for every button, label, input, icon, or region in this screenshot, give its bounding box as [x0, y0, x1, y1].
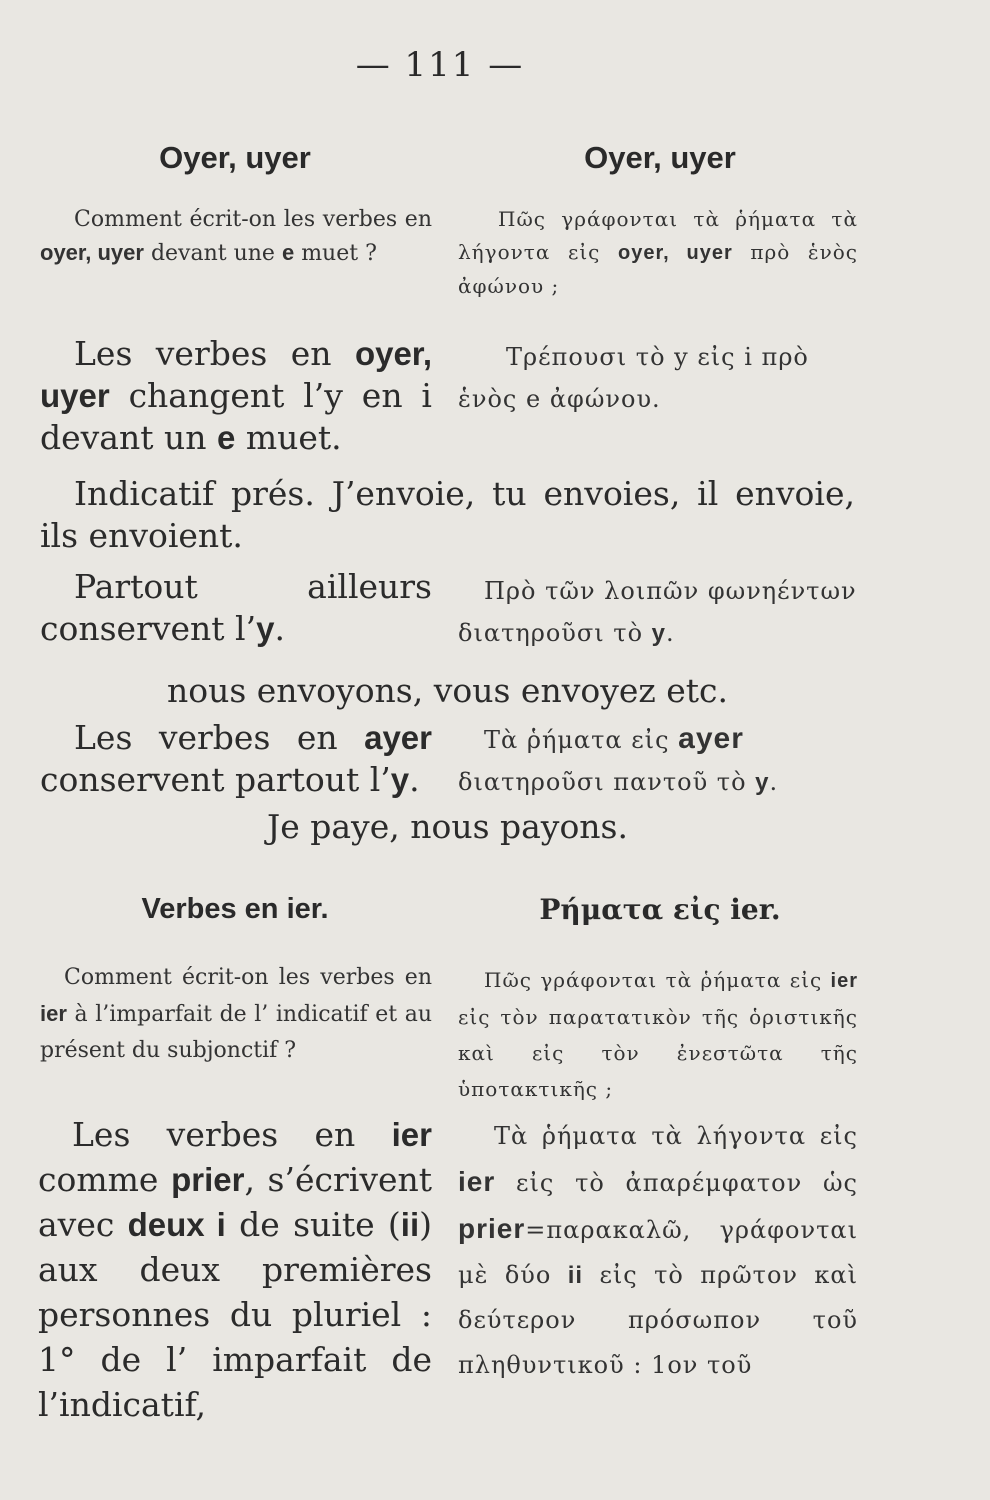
heading-verbes-ier-gr: Ρήματα εἰς ier. — [539, 893, 781, 926]
question-ier-fr: Comment écrit-on les verbes en ier à l’imparfait de l’ indicatif et au présent du subjonctif ? — [40, 965, 432, 1063]
partout-ailleurs-fr: Partout ailleurs conservent l’y. — [40, 567, 432, 648]
question-ier-gr: Πῶς γράφονται τὰ ῥήματα εἰς ier εἰς τὸν παρατατικὸν τῆς ὁριστικῆς καὶ εἰς τὸν ἐνεστῶτα τῆς ὑποτακτικῆς ; — [458, 968, 858, 1101]
question-oyer-gr: Πῶς γράφονται τὰ ῥήματα τὰ λήγοντα εἰς oyer, uyer πρὸ ἑνὸς ἀφώνου ; — [458, 207, 859, 298]
question-oyer-fr: Comment écrit-on les verbes en oyer, uyer devant une e muet ? — [40, 207, 432, 266]
ayer-rule-fr: Les verbes en ayer conservent partout l’y. — [40, 718, 432, 799]
je-paye-example: Je paye, nous payons. — [267, 807, 628, 846]
answer-ier-fr: Les verbes en ier comme prier, s’écrivent avec deux i de suite (ii) aux deux premières personnes du pluriel : 1° de l’ imparfait de l’indicatif, — [38, 1115, 433, 1424]
answer-oyer-fr: Les verbes en oyer, uyer changent l’y en i devant un e muet. — [40, 334, 432, 457]
ayer-rule-gr: Τὰ ῥήματα εἰς ayer διατηροῦσι παντοῦ τὸ y. — [458, 722, 779, 796]
nous-envoyons-example: nous envoyons, vous envoyez etc. — [166, 671, 729, 710]
heading-oyer-uyer-gr: Oyer, uyer — [584, 140, 736, 175]
answer-oyer-gr: Τρέπουσι τὸ y εἰς i πρὸ ἑνὸς e ἀφώνου. — [458, 343, 809, 413]
heading-oyer-uyer-fr: Oyer, uyer — [159, 140, 311, 175]
page-number: — 111 — — [355, 45, 525, 85]
heading-verbes-ier-fr: Verbes en ier. — [141, 893, 329, 925]
indicatif-example: Indicatif prés. J’envoie, tu envoies, il envoie, ils envoient. — [40, 474, 855, 555]
partout-ailleurs-gr: Πρὸ τῶν λοιπῶν φωνηέντων διατηροῦσι τὸ y. — [458, 577, 857, 647]
answer-ier-gr: Τὰ ῥήματα τὰ λήγοντα εἰς ier εἰς τὸ ἀπαρέμφατον ὡς prier=παρακαλῶ, γράφονται μὲ δύο ii εἰς τὸ πρῶτον καὶ δεύτερον πρόσωπον τοῦ πληθυντικοῦ : 1ον τοῦ — [458, 1122, 858, 1379]
